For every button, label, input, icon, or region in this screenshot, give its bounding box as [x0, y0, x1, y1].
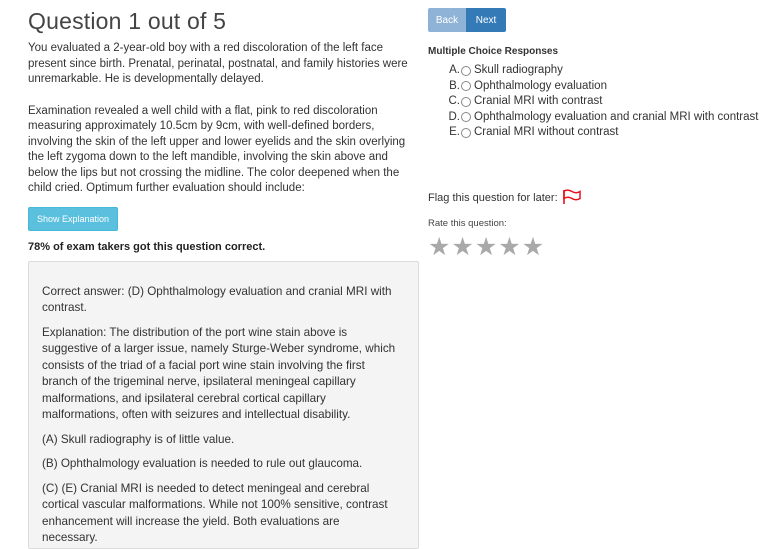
- choice-letter: A.: [449, 64, 460, 76]
- question-stem: [28, 41, 420, 197]
- rate-label: Rate this question:: [428, 217, 507, 229]
- choice-letter: C.: [448, 95, 460, 107]
- choice-letter: E.: [449, 126, 460, 138]
- explanation-option-b: (B) Ophthalmology evaluation is needed to rule out glaucoma.: [42, 457, 363, 470]
- radio-button[interactable]: [461, 97, 471, 107]
- back-button[interactable]: Back: [428, 8, 466, 32]
- choices-list: [446, 63, 763, 141]
- star-icon[interactable]: ★: [428, 232, 451, 261]
- choice-text: Cranial MRI without contrast: [474, 126, 619, 138]
- choice-text: Ophthalmology evaluation: [474, 79, 607, 92]
- rating-stars: [428, 232, 763, 261]
- explanation-option-a: (A) Skull radiography is of little value.: [42, 432, 235, 446]
- choice-letter: D.: [448, 110, 460, 123]
- choice-c[interactable]: [446, 94, 763, 110]
- choice-a[interactable]: [446, 63, 763, 79]
- choices-title: Multiple Choice Responses: [428, 46, 559, 57]
- question-navigation: [428, 8, 763, 32]
- percent-correct-text: 78% of exam takers got this question correct.: [28, 240, 266, 253]
- choice-text: Ophthalmology evaluation and cranial MRI with contrast: [474, 110, 759, 123]
- radio-button[interactable]: [461, 66, 471, 76]
- choice-letter: B.: [449, 79, 460, 92]
- flag-row: [428, 189, 763, 208]
- choice-b[interactable]: [446, 79, 763, 95]
- choice-d[interactable]: [446, 110, 763, 126]
- stem-paragraph: You evaluated a 2-year-old boy with a red discoloration of the left face present since birth. Prenatal, perinatal, postnatal, and family histories were unremarkable. He is developmentally delayed.: [28, 42, 408, 85]
- flag-label: Flag this question for later:: [428, 192, 558, 204]
- star-icon[interactable]: ★: [498, 232, 521, 261]
- flag-icon[interactable]: [562, 189, 582, 208]
- star-icon[interactable]: ★: [451, 232, 474, 261]
- choice-text: Skull radiography: [474, 64, 563, 76]
- radio-button[interactable]: [461, 128, 471, 138]
- explanation-option-ce: (C) (E) Cranial MRI is needed to detect meningeal and cerebral cortical vascular malformations. While not 100% sensitive, contrast enhancement will increase the yield. Both evaluations are necessary.: [42, 481, 388, 544]
- show-explanation-button[interactable]: Show Explanation: [28, 207, 118, 231]
- answer-panel: [428, 8, 763, 259]
- explanation-box: [28, 261, 419, 549]
- explanation-body: Explanation: The distribution of the port wine stain above is suggestive of a larger issue, namely Sturge-Weber syndrome, which consists of the triad of a facial port wine stain involving the first branch of the trigeminal nerve, ipsilateral meningeal capillary malformations, and ipsilateral cerebral cortical capillary malformations, often with seizures and intellectual disability.: [42, 325, 396, 421]
- question-title: Question 1 out of 5: [28, 8, 227, 34]
- star-icon[interactable]: ★: [474, 232, 498, 261]
- next-button[interactable]: Next: [466, 8, 506, 32]
- stem-paragraph: Examination revealed a well child with a flat, pink to red discoloration measuring approximately 10.5cm by 9cm, with well-defined borders, involving the skin of the left upper and lower eyelids and the skin overlying the left zygoma down to the left mandible, involving the skin above and below the lips but not crossing the midline. The color deepened when the child cried. Optimum further evaluation should include:: [28, 104, 406, 194]
- radio-button[interactable]: [461, 112, 471, 122]
- choice-e[interactable]: [446, 125, 763, 141]
- radio-button[interactable]: [461, 81, 471, 91]
- correct-answer-text: Correct answer: (D) Ophthalmology evaluation and cranial MRI with contrast.: [42, 284, 392, 314]
- question-panel: [28, 8, 420, 549]
- star-icon[interactable]: ★: [521, 232, 545, 261]
- choice-text: Cranial MRI with contrast: [474, 95, 603, 107]
